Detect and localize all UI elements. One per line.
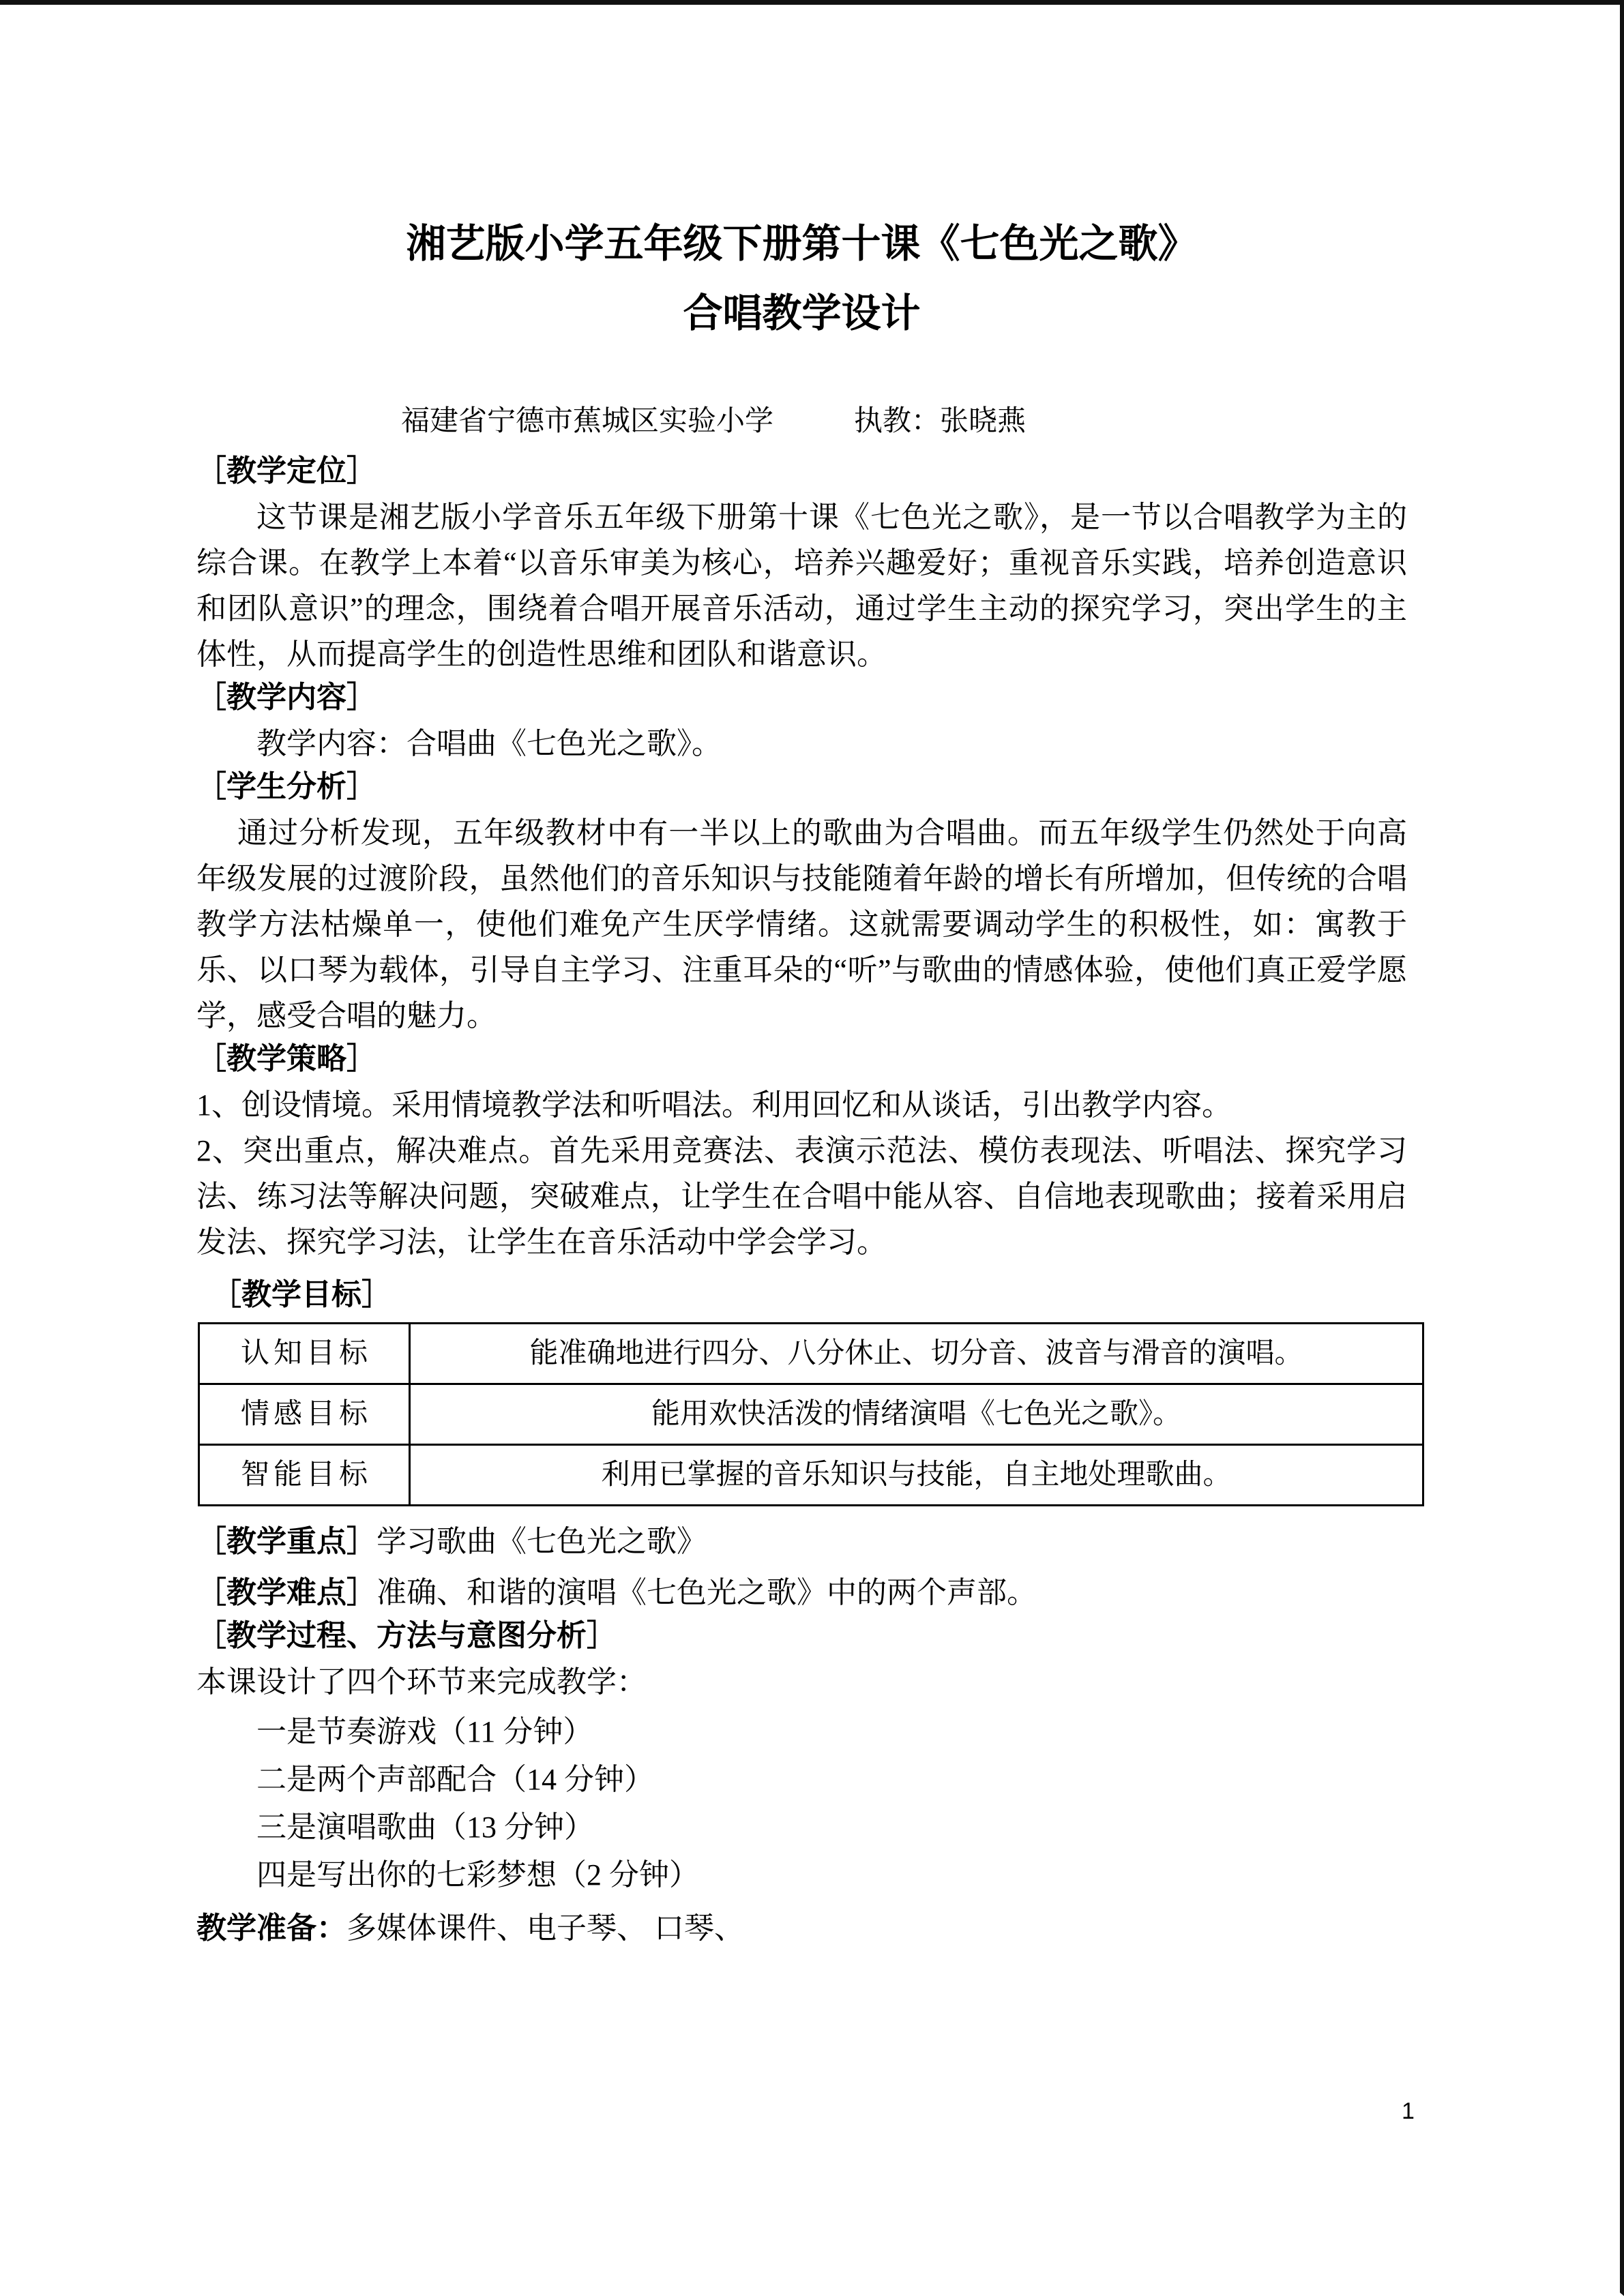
strategy-item-2: 2、突出重点，解决难点。首先采用竞赛法、表演示范法、模仿表现法、听唱法、探究学习法、练习法等解决问题，突破难点，让学生在合唱中能从容、自信地表现歌曲；接着采用启发法、探究学习法，让学生在音乐活动中学会学习。 (196, 1134, 1407, 1259)
heading-teaching-positioning: ［教学定位］ (196, 454, 377, 488)
heading-teaching-goals: ［教学目标］ (211, 1278, 392, 1311)
heading-teaching-strategy: ［教学策略］ (196, 1042, 377, 1075)
goal-label-cognitive: 认知目标 (199, 1324, 410, 1384)
goals-table-wrapper (196, 1322, 1407, 1506)
process-step-2: 二是两个声部配合（14 分钟） (256, 1763, 654, 1796)
process-step-3: 三是演唱歌曲（13 分钟） (256, 1810, 594, 1844)
text-preparation: 多媒体课件、电子琴、 口琴、 (346, 1911, 744, 1945)
heading-teaching-content: ［教学内容］ (196, 681, 377, 714)
heading-preparation: 教学准备： (196, 1911, 346, 1945)
paragraph-teaching-positioning: 这节课是湘艺版小学音乐五年级下册第十课《七色光之歌》，是一节以合唱教学为主的综合课。在教学上本着“以音乐审美为核心，培养兴趣爱好；重视音乐实践，培养创造意识和团队意识”的理念，围绕着合唱开展音乐活动，通过学生主动的探究学习，突出学生的主体性，从而提高学生的创造性思维和团队和谐意识。 (196, 501, 1407, 671)
page-number: 1 (1402, 2098, 1415, 2124)
document-title-line-2: 合唱教学设计 (683, 291, 921, 336)
paragraph-process-intro: 本课设计了四个环节来完成教学： (196, 1665, 647, 1699)
heading-student-analysis: ［学生分析］ (196, 770, 377, 803)
process-step-1: 一是节奏游戏（11 分钟） (256, 1715, 593, 1748)
heading-key-point: ［教学重点］ (196, 1525, 377, 1558)
paragraph-preparation (196, 1905, 1407, 1951)
goal-value-cognitive: 能准确地进行四分、八分休止、切分音、波音与滑音的演唱。 (410, 1324, 1423, 1384)
table-row (199, 1384, 1423, 1445)
process-step-4: 四是写出你的七彩梦想（2 分钟） (256, 1858, 699, 1892)
paragraph-difficulty (196, 1570, 1407, 1615)
text-key-point: 学习歌曲《七色光之歌》 (377, 1525, 707, 1558)
table-row (199, 1445, 1423, 1506)
paragraph-teaching-content: 教学内容：合唱曲《七色光之歌》。 (256, 727, 722, 760)
school-name: 福建省宁德市蕉城区实验小学 (401, 406, 774, 437)
paragraph-student-analysis: 通过分析发现，五年级教材中有一半以上的歌曲为合唱曲。而五年级学生仍然处于向高年级发展的过渡阶段，虽然他们的音乐知识与技能随着年龄的增长有所增加，但传统的合唱教学方法枯燥单一，使他们难免产生厌学情绪。这就需要调动学生的积极性，如：寓教于乐、以口琴为载体，引导自主学习、注重耳朵的“听”与歌曲的情感体验，使他们真正爱学愿学，感受合唱的魅力。 (196, 816, 1407, 1032)
byline (196, 333, 1407, 436)
heading-teaching-process: ［教学过程、方法与意图分析］ (196, 1619, 617, 1652)
teaching-goals-table (198, 1322, 1424, 1506)
goal-value-intelligence: 利用已掌握的音乐知识与技能，自主地处理歌曲。 (410, 1445, 1423, 1506)
paragraph-key-point (196, 1519, 1407, 1564)
goal-value-emotional: 能用欢快活泼的情绪演唱《七色光之歌》。 (410, 1384, 1423, 1445)
teacher-name: 执教：张晓燕 (854, 406, 1027, 437)
strategy-item-1: 1、创设情境。采用情境教学法和听唱法。利用回忆和从谈话，引出教学内容。 (196, 1088, 1232, 1122)
table-row (199, 1324, 1423, 1384)
heading-difficulty: ［教学难点］ (196, 1576, 377, 1609)
goal-label-intelligence: 智能目标 (199, 1445, 410, 1506)
document-title-line-1: 湘艺版小学五年级下册第十课《七色光之歌》 (406, 222, 1198, 266)
text-difficulty: 准确、和谐的演唱《七色光之歌》中的两个声部。 (377, 1576, 1037, 1609)
goal-label-emotional: 情感目标 (199, 1384, 410, 1445)
document-content (196, 5, 1407, 1951)
